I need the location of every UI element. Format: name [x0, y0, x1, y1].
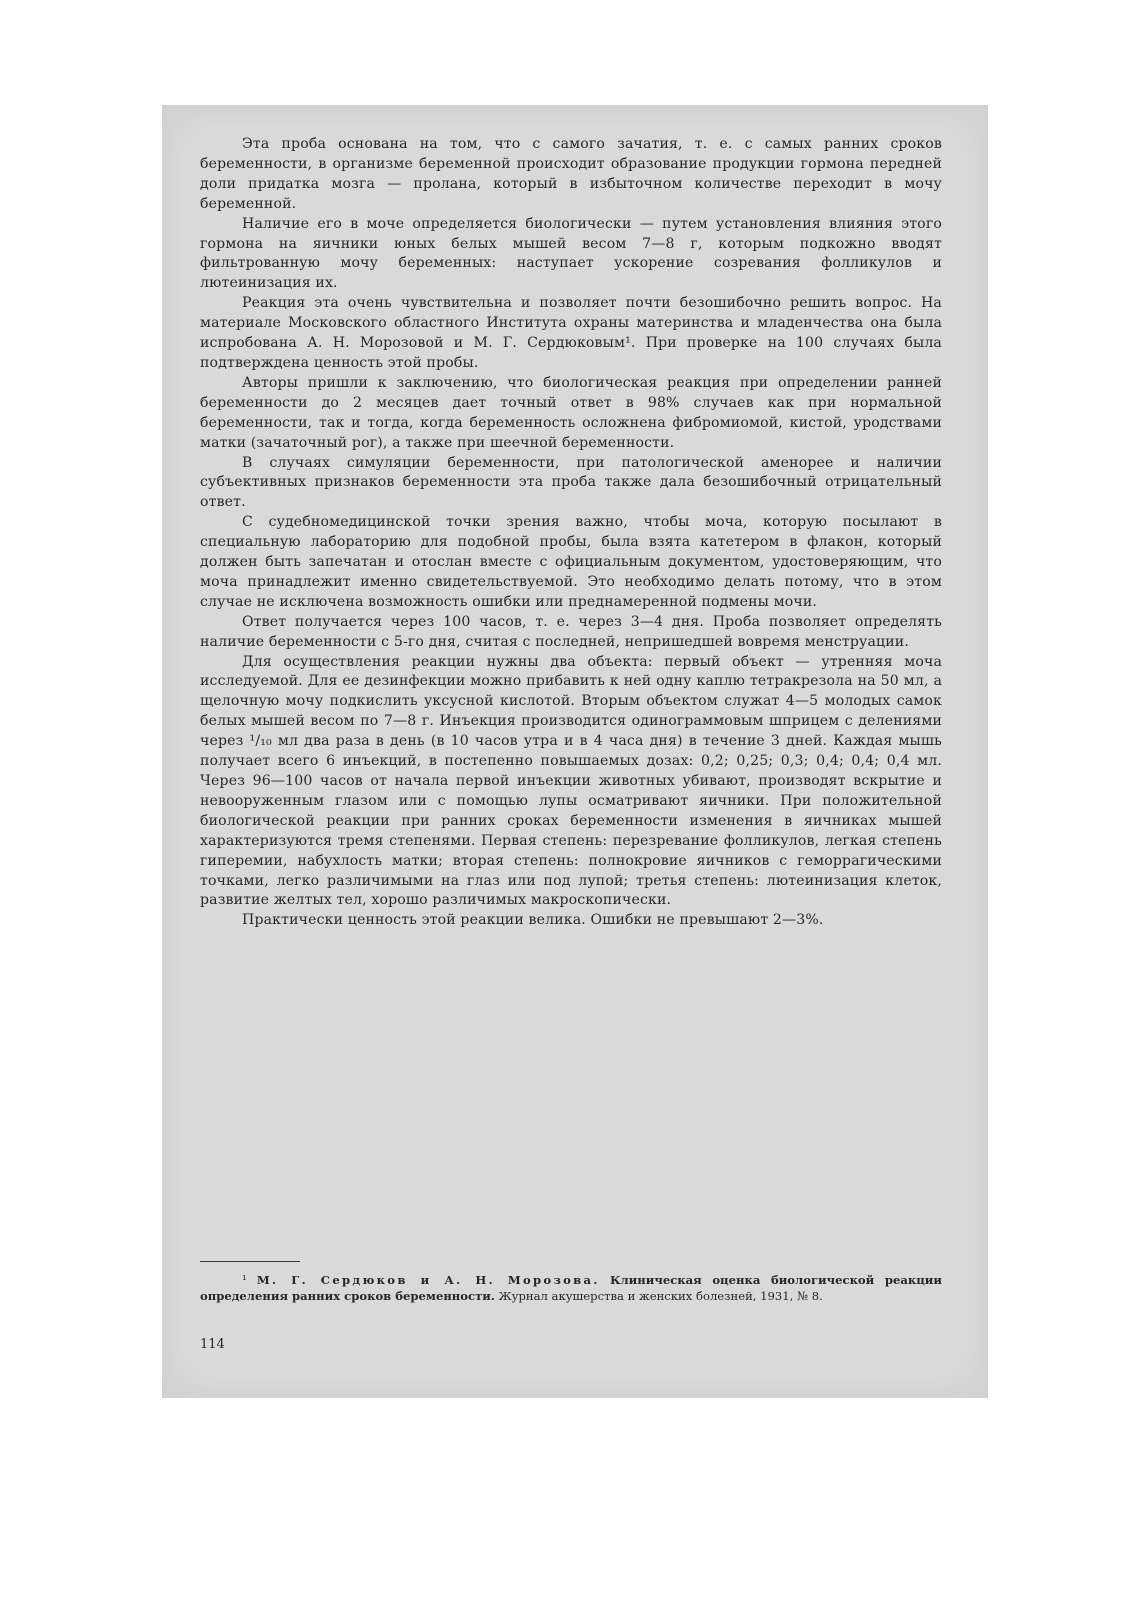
paragraph: Ответ получается через 100 часов, т. е. через 3—4 дня. Проба позволяет определять наличие беременности с 5-го дня, считая с последней, непришедшей вовремя менструации.	[200, 613, 942, 650]
paragraph: Наличие его в моче определяется биологически — путем установления влияния этого гормона на яичники юных белых мышей весом 7—8 г, которым подкожно вводят фильтрованную мочу беременных: наступает ускорение созревания фолликулов и лютеинизация их.	[200, 215, 942, 292]
footnote	[200, 1273, 942, 1304]
footnote-source: Журнал акушерства и женских болезней, 1931, № 8.	[498, 1288, 823, 1303]
footnote-authors: М. Г. Сердюков и А. Н. Морозова.	[256, 1273, 600, 1287]
paragraph: В случаях симуляции беременности, при патологической аменорее и наличии субъективных признаков беременности эта проба также дала безошибочный отрицательный ответ.	[200, 454, 942, 511]
page-number: 114	[200, 1337, 225, 1352]
paragraph: Авторы пришли к заключению, что биологическая реакция при определении ранней беременности до 2 месяцев дает точный ответ в 98% случаев как при нормальной беременности, так и тогда, когда беременность осложнена фибромиомой, кистой, уродствами матки (зачаточный рог), а также при шеечной беременности.	[200, 374, 942, 451]
footnote-divider	[200, 1261, 300, 1262]
paragraph: Для осуществления реакции нужны два объекта: первый объект — утренняя моча исследуемой. Для ее дезинфекции можно прибавить к ней одну каплю тетракрезола на 50 мл, а щелочную мочу подкислить уксусной кислотой. Вторым объектом служат 4—5 молодых самок белых мышей весом по 7—8 г. Инъекция производится одинограммовым шприцем с делениями через ¹/₁₀ мл два раза в день (в 10 часов утра и в 4 часа дня) в течение 3 дней. Каждая мышь получает всего 6 инъекций, в постепенно повышаемых дозах: 0,2; 0,25; 0,3; 0,4; 0,4; 0,4 мл. Через 96—100 часов от начала первой инъекции животных убивают, производят вскрытие и невооруженным глазом или с помощью лупы осматривают яичники. При положительной биологической реакции при ранних сроках беременности изменения в яичниках мышей характеризуются тремя степенями. Первая степень: перезревание фолликулов, легкая степень гиперемии, набухлость матки; вторая степень: полнокровие яичников с геморрагическими точками, легко различимыми на глаз или под лупой; третья степень: лютеинизация клеток, развитие желтых тел, хорошо различимых макроскопически.	[200, 653, 942, 909]
paragraph: Реакция эта очень чувствительна и позволяет почти безошибочно решить вопрос. На материале Московского областного Института охраны материнства и младенчества она была испробована А. Н. Морозовой и М. Г. Сердюковым¹. При проверке на 100 случаях была подтверждена ценность этой пробы.	[200, 295, 942, 371]
body-text	[200, 135, 942, 931]
paragraph: Эта проба основана на том, что с самого зачатия, т. е. с самых ранних сроков беременности, в организме беременной происходит образование продукции гормона передней доли придатка мозга — пролана, который в избыточном количестве переходит в мочу беременной.	[200, 136, 942, 212]
paragraph: С судебномедицинской точки зрения важно, чтобы моча, которую посылают в специальную лабораторию для подобной пробы, была взята катетером в флакон, который должен быть запечатан и отослан вместе с официальным документом, удостоверяющим, что моча принадлежит именно свидетельствуемой. Это необходимо делать потому, что в этом случае не исключена возможность ошибки или преднамеренной подмены мочи.	[200, 514, 942, 610]
footnote-title: Клиническая оценка биологической реакции определения ранних сроков беременности.	[200, 1273, 942, 1303]
footnote-marker: ¹	[242, 1273, 247, 1287]
scanned-page	[162, 105, 988, 1398]
paragraph: Практически ценность этой реакции велика. Ошибки не превышают 2—3%.	[242, 912, 824, 929]
